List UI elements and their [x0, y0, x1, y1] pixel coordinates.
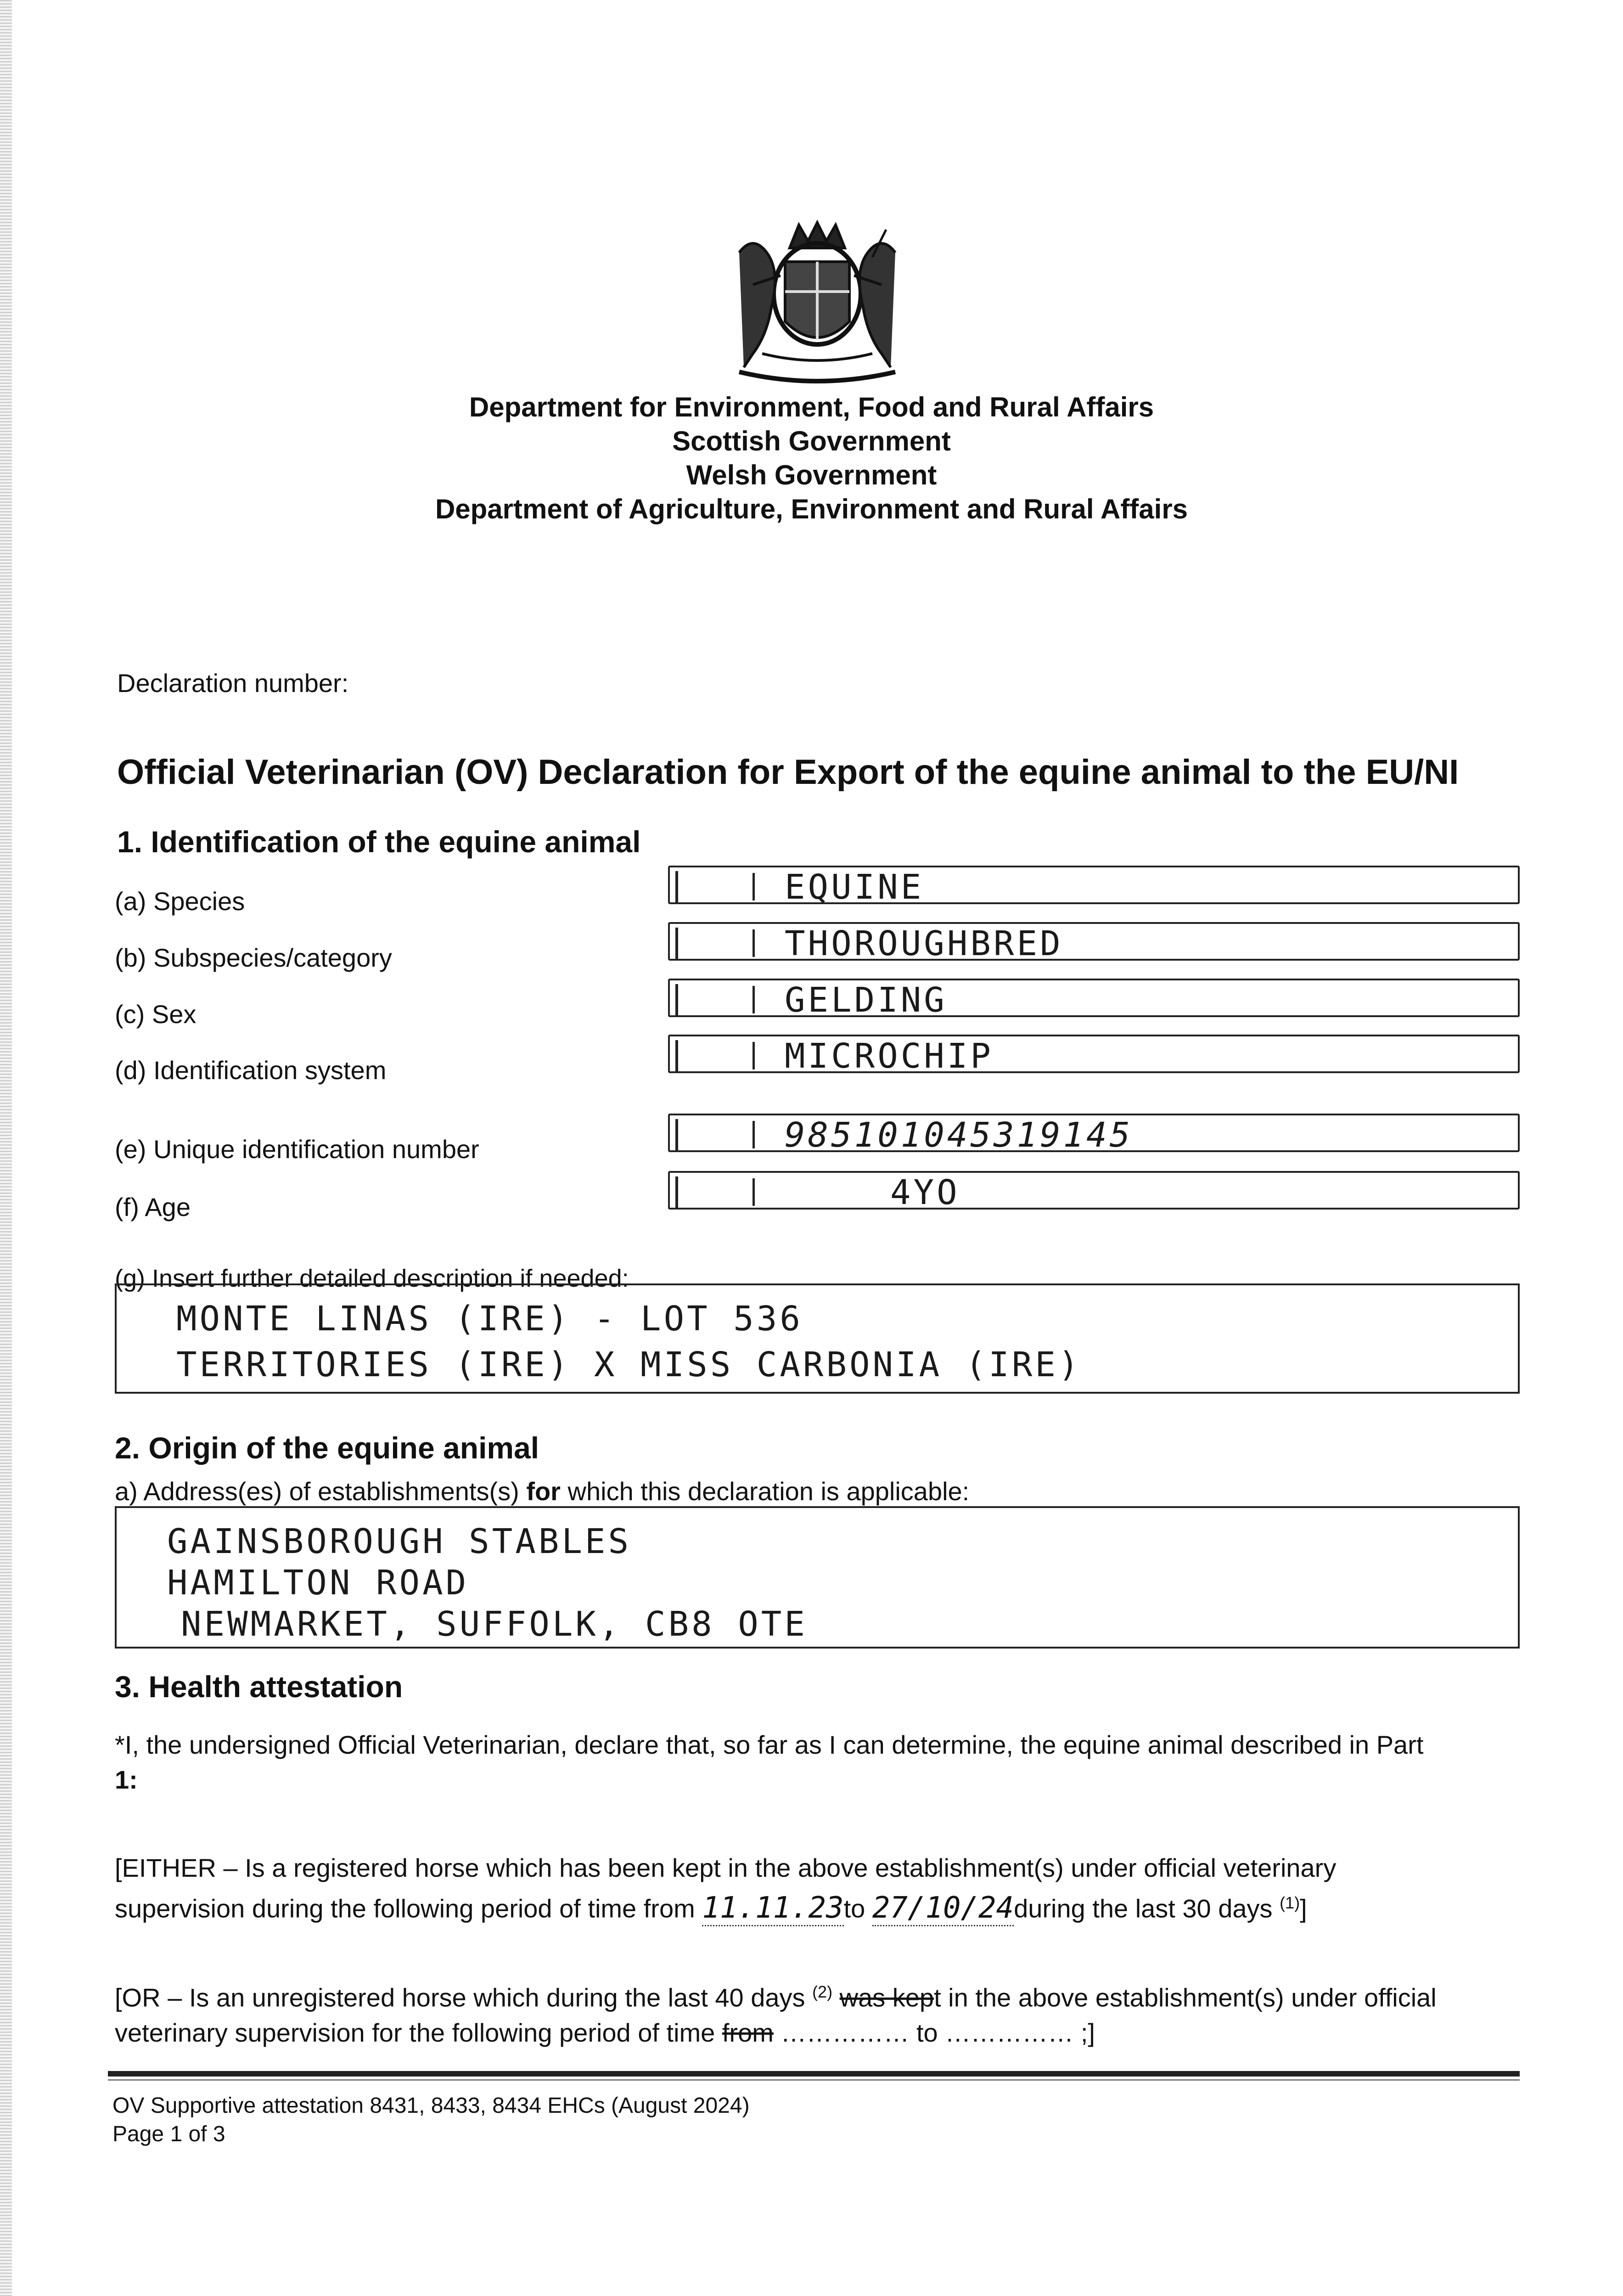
- identification-system-value: MICROCHIP: [785, 1036, 994, 1076]
- address-box[interactable]: [115, 1506, 1520, 1649]
- attestation-intro: [115, 1728, 1520, 1797]
- either-text: supervision during the following period of time from: [115, 1894, 695, 1923]
- age-value: 4YO: [890, 1173, 960, 1212]
- department-line: Scottish Government: [672, 426, 951, 456]
- or-struck-text: was kep: [839, 1983, 934, 2012]
- species-label: (a) Species: [115, 887, 245, 916]
- department-line: Welsh Government: [686, 460, 937, 490]
- subspecies-label: (b) Subspecies/category: [115, 943, 392, 972]
- unique-id-field[interactable]: [668, 1114, 1520, 1155]
- address-label-pre: a) Address(es) of establishments(s): [115, 1477, 527, 1506]
- or-text: t in the above establishment(s) under official: [934, 1983, 1437, 2012]
- departments-header: [0, 390, 1623, 526]
- description-line: TERRITORIES (IRE) X MISS CARBONIA (IRE): [176, 1345, 1082, 1384]
- address-label: [115, 1476, 969, 1506]
- address-label-post: which this declaration is applicable:: [560, 1477, 970, 1506]
- or-text: …………… to …………… ;]: [781, 2018, 1095, 2047]
- either-from-date: 11.11.23: [702, 1891, 843, 1926]
- section1-heading: 1. Identification of the equine animal: [117, 825, 641, 859]
- or-line: [115, 1975, 1520, 2015]
- subspecies-value: THOROUGHBRED: [785, 924, 1063, 963]
- attestation-intro-line: *I, the undersigned Official Veterinarian, declare that, so far as I can determine, the equine animal described in Part: [115, 1730, 1424, 1759]
- declaration-number-label: Declaration number:: [117, 669, 349, 698]
- sex-field[interactable]: [668, 979, 1520, 1020]
- either-line: [115, 1885, 1520, 1926]
- either-text: during the last 30 days: [1014, 1894, 1273, 1923]
- footnote-ref: (1): [1280, 1893, 1300, 1912]
- department-line: Department for Environment, Food and Rural Affairs: [469, 392, 1154, 422]
- either-line: [EITHER – Is a registered horse which has been kept in the above establishment(s) under official veterinary: [115, 1853, 1337, 1882]
- or-line: [115, 2015, 1520, 2050]
- age-field[interactable]: [668, 1171, 1520, 1210]
- or-text: [OR – Is an unregistered horse which during the last 40 days: [115, 1983, 805, 2012]
- unique-id-label: (e) Unique identification number: [115, 1135, 479, 1164]
- sex-value: GELDING: [785, 980, 947, 1020]
- age-label: (f) Age: [115, 1193, 191, 1221]
- either-end: ]: [1300, 1894, 1307, 1923]
- footer-page-number: Page 1 of 3: [112, 2122, 225, 2146]
- identification-system-field[interactable]: [668, 1035, 1520, 1076]
- scan-edge: [0, 0, 12, 2296]
- document-title: Official Veterinarian (OV) Declaration for Export of the equine animal to the EU/NI: [117, 753, 1459, 792]
- subspecies-field[interactable]: [668, 922, 1520, 961]
- species-value: EQUINE: [785, 867, 924, 907]
- further-description-label: (g) Insert further detailed description if needed:: [115, 1265, 629, 1292]
- species-field[interactable]: [668, 866, 1520, 907]
- either-to-label: to: [843, 1894, 865, 1923]
- identification-system-label: (d) Identification system: [115, 1056, 387, 1085]
- footnote-ref: (2): [812, 1982, 833, 2001]
- address-line: GAINSBOROUGH STABLES: [167, 1522, 632, 1561]
- sex-label: (c) Sex: [115, 1000, 197, 1029]
- section2-heading: 2. Origin of the equine animal: [115, 1431, 539, 1465]
- royal-coat-of-arms-icon: [721, 216, 914, 390]
- address-line: HAMILTON ROAD: [167, 1563, 469, 1603]
- or-struck-text: from: [722, 2018, 774, 2047]
- further-description-box[interactable]: [115, 1283, 1520, 1394]
- unique-id-value: 985101045319145: [785, 1115, 1133, 1155]
- or-text: veterinary supervision for the following period of time: [115, 2018, 715, 2047]
- footer-rule: [108, 2071, 1520, 2077]
- footer: [112, 2092, 750, 2149]
- footer-line: OV Supportive attestation 8431, 8433, 8434 EHCs (August 2024): [112, 2093, 750, 2118]
- footer-rule: [108, 2079, 1520, 2081]
- department-line: Department of Agriculture, Environment and Rural Affairs: [435, 494, 1188, 524]
- address-label-bold: for: [526, 1477, 561, 1506]
- description-line: MONTE LINAS (IRE) - LOT 536: [176, 1299, 803, 1339]
- section3-heading: 3. Health attestation: [115, 1670, 403, 1704]
- or-paragraph: [115, 1975, 1520, 2050]
- address-line: NEWMARKET, SUFFOLK, CB8 OTE: [181, 1604, 808, 1644]
- either-paragraph: [115, 1851, 1520, 1926]
- either-to-date: 27/10/24: [872, 1891, 1014, 1926]
- attestation-intro-line: 1:: [115, 1765, 138, 1794]
